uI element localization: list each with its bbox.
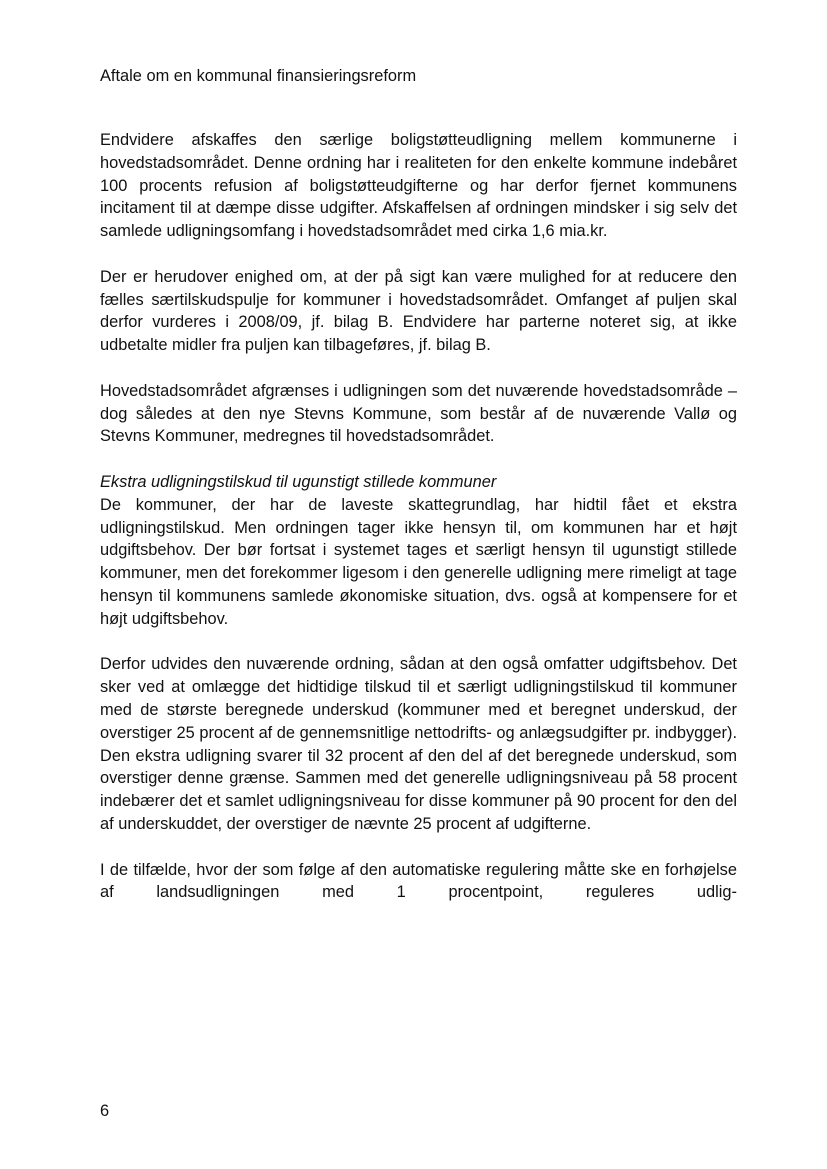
running-header: Aftale om en kommunal finansieringsreform xyxy=(100,67,417,85)
paragraph-ekstra-udligning: De kommuner, der har de laveste skattegrundlag, har hidtil fået et ekstra udligningstilskud. Men ordningen tager ikke hensyn til, om kommunen har et højt udgiftsbehov. Der bør fortsat i systemet tages et særligt hensyn til ugunstigt stillede kommuner, men det forekommer ligesom i den generelle udligning mere rimeligt at tage hensyn til kommunens samlede økonomiske situation, dvs. også at kompensere for et højt udgiftsbehov. xyxy=(100,495,737,628)
paragraph-boligstoette: Endvidere afskaffes den særlige boligstøtteudligning mellem kommunerne i hovedstadsområdet. Denne ordning har i realiteten for den enkelte kommune indebåret 100 procents refusion af boligstøtteudgifterne og har derfor fjernet kommunens incitament til at dæmpe disse udgifter. Afskaffelsen af ordningen mindsker i sig selv det samlede udligningsomfang i hovedstadsområdet med cirka 1,6 mia.kr. xyxy=(100,131,737,241)
paragraph-udgiftsbehov: Derfor udvides den nuværende ordning, sådan at den også omfatter udgiftsbehov. Det sker ved at omlægge det hidtidige tilskud til et særligt udligningstilskud til kommuner med de største beregnede underskud (kommuner med et beregnet underskud, der overstiger 25 procent af de gennemsnitlige nettodrifts- og anlægsudgifter pr. indbygger). Den ekstra udligning svarer til 32 procent af den del af det beregnede underskud, som overstiger denne grænse. Sammen med det generelle udligningsniveau på 58 procent indebærer det et samlet udligningsniveau for disse kommuner på 90 procent for den del af underskuddet, der overstiger de nævnte 25 procent af udgifterne. xyxy=(100,655,737,833)
section-heading: Ekstra udligningstilskud til ugunstigt stillede kommuner xyxy=(100,472,497,491)
paragraph-regulering: I de tilfælde, hvor der som følge af den automatiske regulering måtte ske en forhøjelse af landsudligningen med 1 procentpoint, reguleres udlig- xyxy=(100,860,737,902)
paragraph-hovedstadsomraade: Hovedstadsområdet afgrænses i udligningen som det nuværende hovedstadsområde – dog således at den nye Stevns Kommune, som består af de nuværende Vallø og Stevns Kommuner, medregnes til hovedstadsområdet. xyxy=(100,381,737,446)
page-number: 6 xyxy=(100,1102,110,1120)
body-text xyxy=(100,129,737,904)
paragraph-saertilskudspulje: Der er herudover enighed om, at der på sigt kan være mulighed for at reducere den fælles særtilskudspulje for kommuner i hovedstadsområdet. Omfanget af puljen skal derfor vurderes i 2008/09, jf. bilag B. Endvidere har parterne noteret sig, at ikke udbetalte midler fra puljen kan tilbageføres, jf. bilag B. xyxy=(100,267,737,355)
